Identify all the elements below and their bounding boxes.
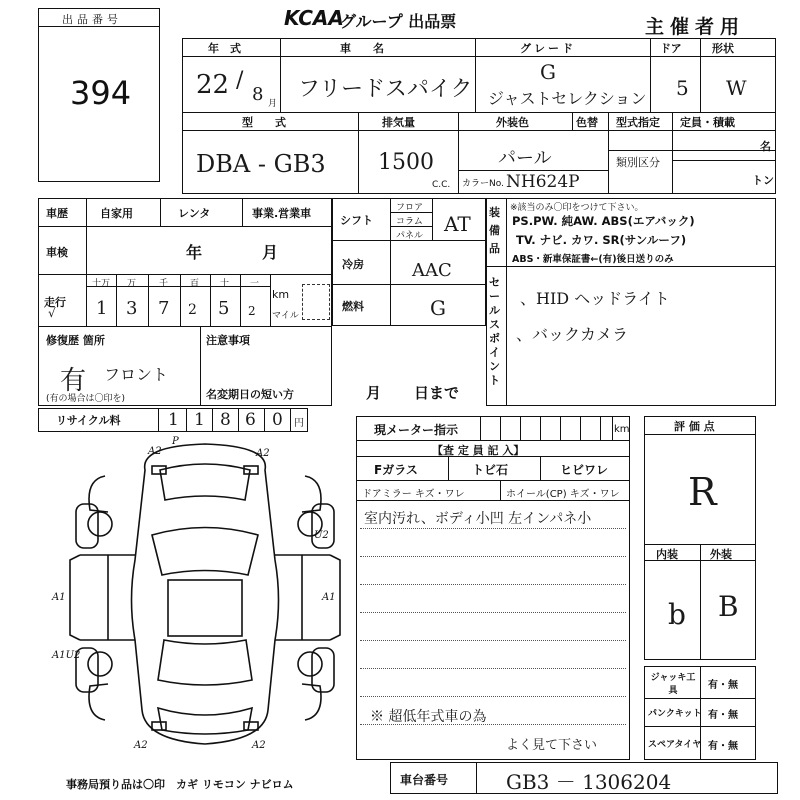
shape-value: W — [726, 76, 747, 100]
lot-number-label: 出品番号 — [62, 13, 122, 26]
mileage-digit: 2 — [248, 304, 256, 318]
damage-mark: A2 — [134, 740, 148, 751]
sales-point-1: 、HID ヘッドライト — [520, 289, 670, 308]
km-unit: km — [272, 288, 290, 301]
recycle-digit: 8 — [220, 410, 231, 430]
notes-label: 注意事項 — [206, 334, 250, 347]
type-designation-label: 型式指定 — [616, 116, 660, 129]
equipment-line-2: TV. ナビ. カワ. SR(サンルーフ) — [516, 233, 687, 247]
ac-value: AAC — [412, 260, 452, 281]
digit-label: 万 — [127, 279, 137, 289]
persons-unit: 名 — [760, 140, 771, 153]
shift-label: シフト — [340, 214, 373, 227]
puncture-kit-label: パンクキット — [648, 709, 702, 719]
inspection-year-char: 年 — [186, 243, 203, 262]
year-label: 年 式 — [208, 42, 241, 55]
fuel-value: G — [430, 296, 446, 320]
meter-label: 現メーター指示 — [374, 423, 459, 437]
mileage-digit: 1 — [96, 298, 108, 319]
digit-label: 十万 — [92, 279, 111, 289]
door-value: 5 — [676, 76, 689, 100]
jack-yes-no: 有・無 — [708, 680, 738, 691]
shift-option: フロア — [396, 203, 424, 213]
door-label: ドア — [660, 42, 682, 55]
name-change-label: 名変期日の短い方 — [206, 388, 294, 401]
equipment-note: ※該当のみ〇印をつけて下さい。 — [510, 203, 644, 213]
inspection-label: 車検 — [46, 246, 68, 259]
damage-mark: A1 — [52, 592, 66, 603]
door-mirror-label: ドアミラー キズ・ワレ — [362, 489, 465, 500]
mileage-digit: 3 — [126, 298, 138, 319]
recycle-digit: 1 — [194, 410, 205, 430]
name-change-month: 月 — [366, 384, 382, 402]
mileage-digit: 7 — [158, 298, 170, 319]
sales-points-label: セールスポイント — [489, 276, 500, 387]
ton-unit: トン — [752, 174, 774, 187]
lot-number: 394 — [70, 74, 132, 112]
organizer-label: 主催者用 — [645, 16, 746, 38]
repair-location: フロント — [104, 365, 169, 384]
digit-label: 百 — [190, 279, 200, 289]
grade-value-2: ジャストセレクション — [488, 89, 647, 108]
fuel-label: 燃料 — [342, 300, 364, 313]
rating-label: 評 価 点 — [674, 420, 715, 433]
recycle-digit: 1 — [168, 410, 179, 430]
business-use-label: 事業.営業車 — [252, 207, 312, 220]
equipment-label: 装備品 — [489, 206, 500, 255]
exterior-label: 外装 — [710, 548, 732, 561]
displacement-value: 1500 — [378, 150, 434, 175]
puncture-kit-yes-no: 有・無 — [708, 710, 738, 721]
front-glass-label: Fガラス — [374, 463, 418, 477]
model-value: DBA - GB3 — [196, 150, 326, 178]
model-label: 型 式 — [242, 116, 286, 129]
recycle-digit: 6 — [245, 410, 256, 430]
month-value: 8 — [252, 84, 264, 105]
interior-grade: b — [668, 598, 686, 631]
color-no-value: NH624P — [506, 172, 580, 192]
capacity-label: 定員・積載 — [680, 116, 735, 129]
crack-label: ヒビワレ — [560, 463, 609, 477]
grade-value-1: G — [540, 60, 556, 84]
logo: KCAA — [284, 6, 344, 30]
wheel-label: ホイール(CP) キズ・ワレ — [506, 489, 620, 500]
month-char: 月 — [268, 99, 278, 109]
car-name-value: フリードスパイク — [298, 77, 473, 102]
digit-label: 千 — [159, 279, 169, 289]
mileage-digit: 5 — [218, 298, 230, 319]
damage-mark: A1 — [322, 592, 336, 603]
rating-score: R — [688, 470, 717, 514]
exterior-color-label: 外装色 — [496, 116, 529, 129]
mileage-digit: 2 — [188, 302, 197, 318]
shift-option: コラム — [396, 217, 423, 227]
damage-mark: A2 — [252, 740, 266, 751]
damage-mark: A1U2 — [52, 650, 81, 661]
spare-tire-label: スペアタイヤ — [648, 740, 702, 750]
history-label: 車歴 — [46, 207, 68, 220]
spare-tire-yes-no: 有・無 — [708, 741, 738, 752]
repair-history-label: 修復歴 箇所 — [46, 334, 105, 347]
yen-unit: 円 — [294, 418, 304, 429]
office-note: 事務局預り品は〇印 カギ リモコン ナビロム — [66, 778, 294, 791]
name-change-day: 日まで — [414, 384, 460, 402]
shape-label: 形状 — [712, 42, 734, 55]
damage-mark: A2 — [148, 446, 162, 457]
interior-label: 内装 — [656, 548, 678, 561]
equipment-line-3: ABS・新車保証書←(有)後日送りのみ — [512, 254, 674, 265]
digit-label: 十 — [220, 279, 230, 289]
jack-label: ジャッキ工具 — [650, 673, 696, 696]
damage-mark: P — [172, 436, 179, 447]
damage-mark: A2 — [256, 448, 270, 459]
chassis-number-label: 車台番号 — [400, 773, 449, 787]
shift-option: パネル — [396, 231, 424, 241]
inspection-note-2: ※ 超低年式車の為 — [370, 709, 487, 725]
inspection-note-1: 室内汚れ、ボディ小凹 左インパネ小 — [364, 511, 592, 527]
chassis-number-value: GB3 － 1306204 — [506, 770, 672, 794]
mileage-label: 走行 — [44, 296, 66, 309]
private-use-label: 自家用 — [100, 207, 133, 220]
rental-label: レンタ — [178, 207, 211, 220]
displacement-label: 排気量 — [382, 116, 415, 129]
recycle-label: リサイクル料 — [56, 414, 121, 427]
shift-value: AT — [444, 212, 471, 236]
digit-label: 一 — [250, 279, 260, 289]
classification-label: 類別区分 — [616, 156, 660, 169]
inspection-month-char: 月 — [262, 243, 279, 262]
equipment-line-1: PS.PW. 純AW. ABS(エアバック) — [512, 214, 695, 228]
damage-mark: U2 — [314, 530, 329, 541]
grade-label: グレード — [520, 42, 576, 55]
stone-chip-label: トビ石 — [472, 463, 509, 477]
recycle-digit: 0 — [272, 410, 283, 430]
exterior-color-value: パール — [498, 148, 552, 169]
ac-label: 冷房 — [342, 258, 364, 271]
car-damage-diagram — [60, 440, 350, 760]
inspector-title: 【査 定 員 記 入】 — [432, 444, 525, 457]
color-no-label: カラーNo. — [462, 179, 504, 189]
sheet-title: グループ 出品票 — [340, 12, 457, 31]
sales-point-2: 、バックカメラ — [516, 325, 629, 344]
repair-value: 有 — [60, 366, 87, 396]
cc-unit: C.C. — [432, 180, 451, 190]
car-name-label: 車 名 — [340, 42, 384, 55]
meter-km-unit: km — [614, 424, 630, 435]
exterior-grade: B — [718, 590, 739, 623]
repair-note: (有の場合は〇印を) — [46, 394, 126, 404]
mile-unit: マイル — [272, 311, 299, 321]
year-value: 22 — [196, 70, 230, 100]
inspection-note-3: よく見て下さい — [506, 738, 598, 753]
repaint-label: 色替 — [576, 116, 598, 129]
